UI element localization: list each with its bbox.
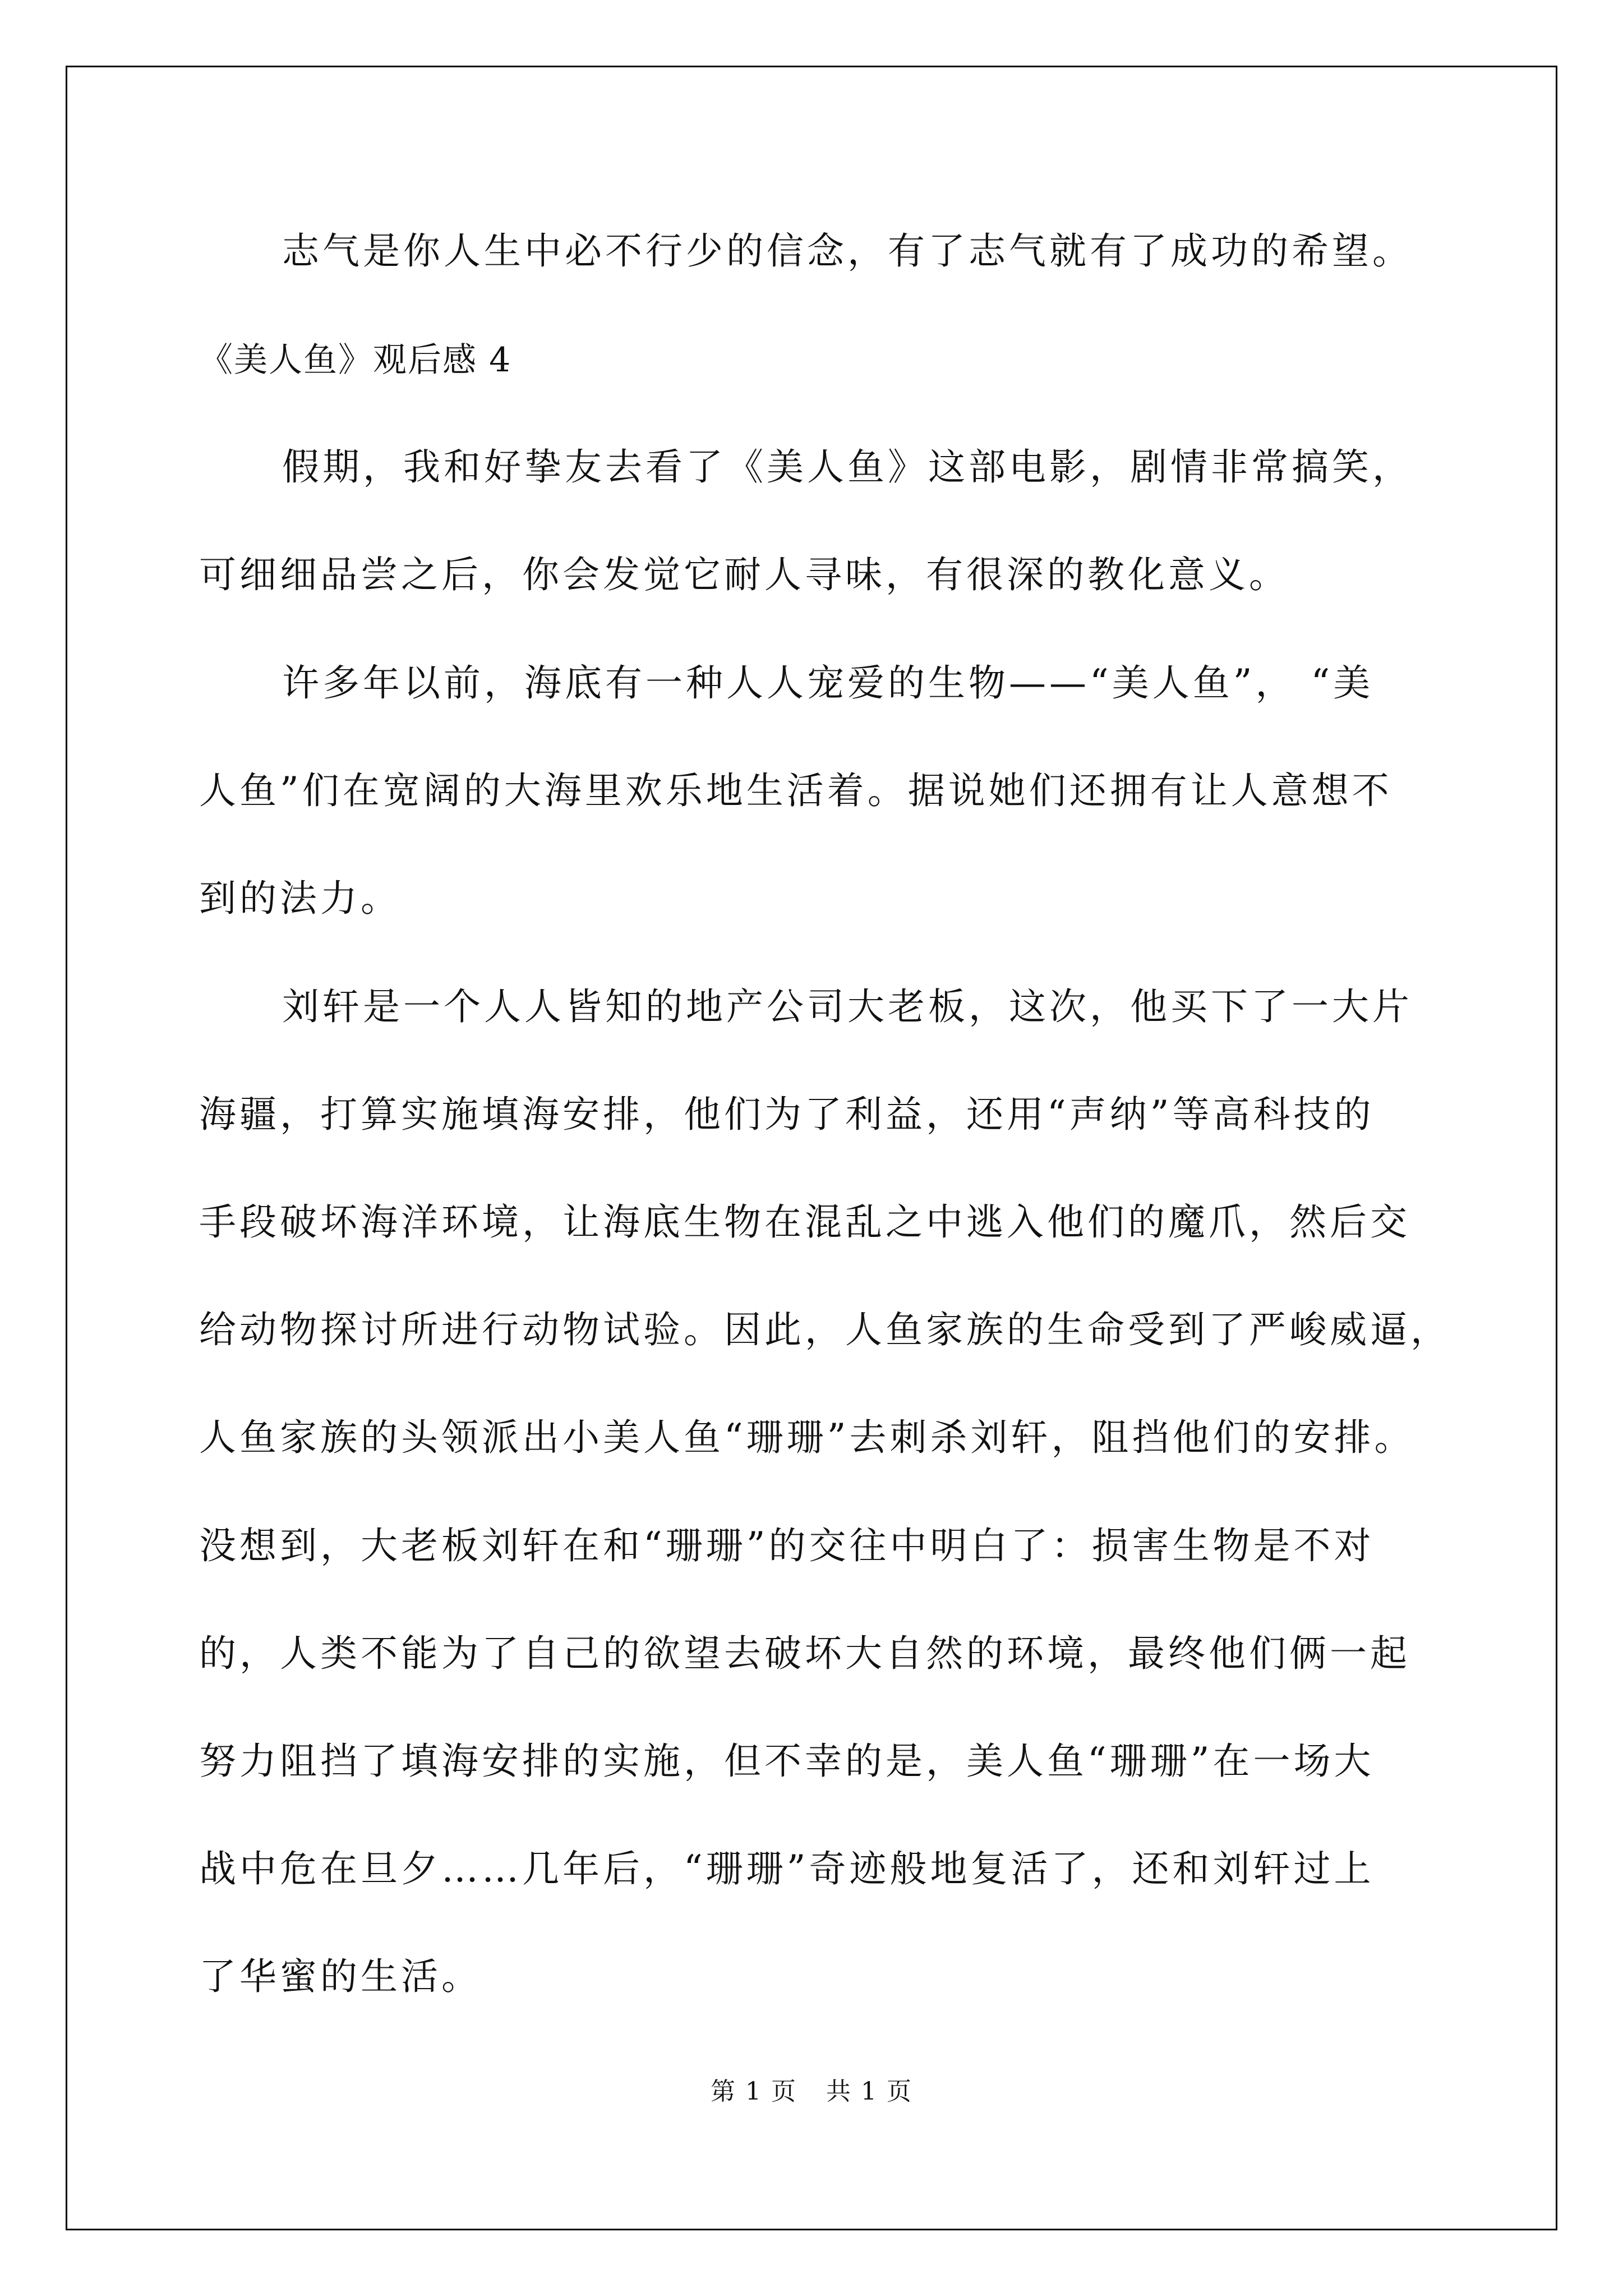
paragraph-line: 海疆，打算实施填海安排，他们为了利益，还用“声纳”等高科技的 bbox=[199, 1093, 1375, 1136]
paragraph-line: 可细细品尝之后，你会发觉它耐人寻味，有很深的教化意义。 bbox=[199, 553, 1289, 596]
paragraph-line: 刘轩是一个人人皆知的地产公司大老板，这次，他买下了一大片 bbox=[282, 985, 1413, 1028]
paragraph-line: 假期，我和好挚友去看了《美人鱼》这部电影，剧情非常搞笑， bbox=[282, 445, 1413, 489]
paragraph-line: 努力阻挡了填海安排的实施，但不幸的是，美人鱼“珊珊”在一场大 bbox=[199, 1740, 1375, 1783]
page-total: 共 1 页 bbox=[826, 2077, 912, 2106]
paragraph-line: 给动物探讨所进行动物试验。因此，人鱼家族的生命受到了严峻威逼， bbox=[199, 1308, 1451, 1351]
paragraph-line: 没想到，大老板刘轩在和“珊珊”的交往中明白了：损害生物是不对 bbox=[199, 1524, 1375, 1567]
page-footer bbox=[0, 2079, 1623, 2104]
page-number: 第 1 页 bbox=[711, 2077, 797, 2106]
paragraph-line: 战中危在旦夕……几年后，“珊珊”奇迹般地复活了，还和刘轩过上 bbox=[199, 1847, 1375, 1890]
paragraph-line: 的，人类不能为了自己的欲望去破坏大自然的环境，最终他们俩一起 bbox=[199, 1632, 1410, 1675]
paragraph-line: 手段破坏海洋环境，让海底生物在混乱之中逃入他们的魔爪，然后交 bbox=[199, 1200, 1410, 1244]
paragraph-line: 人鱼”们在宽阔的大海里欢乐地生活着。据说她们还拥有让人意想不 bbox=[199, 769, 1393, 812]
paragraph-line: 志气是你人生中必不行少的信念，有了志气就有了成功的希望。 bbox=[282, 229, 1413, 273]
paragraph-line: 许多年以前，海底有一种人人宠爱的生物——“美人鱼”， “美 bbox=[282, 661, 1374, 705]
paragraph-line: 到的法力。 bbox=[199, 877, 401, 920]
paragraph-line: 人鱼家族的头领派出小美人鱼“珊珊”去刺杀刘轩，阻挡他们的安排。 bbox=[199, 1416, 1415, 1459]
paragraph-line: 了华蜜的生活。 bbox=[199, 1955, 482, 1998]
page-border bbox=[66, 66, 1557, 2230]
section-heading: 《美人鱼》观后感 4 bbox=[199, 341, 512, 380]
